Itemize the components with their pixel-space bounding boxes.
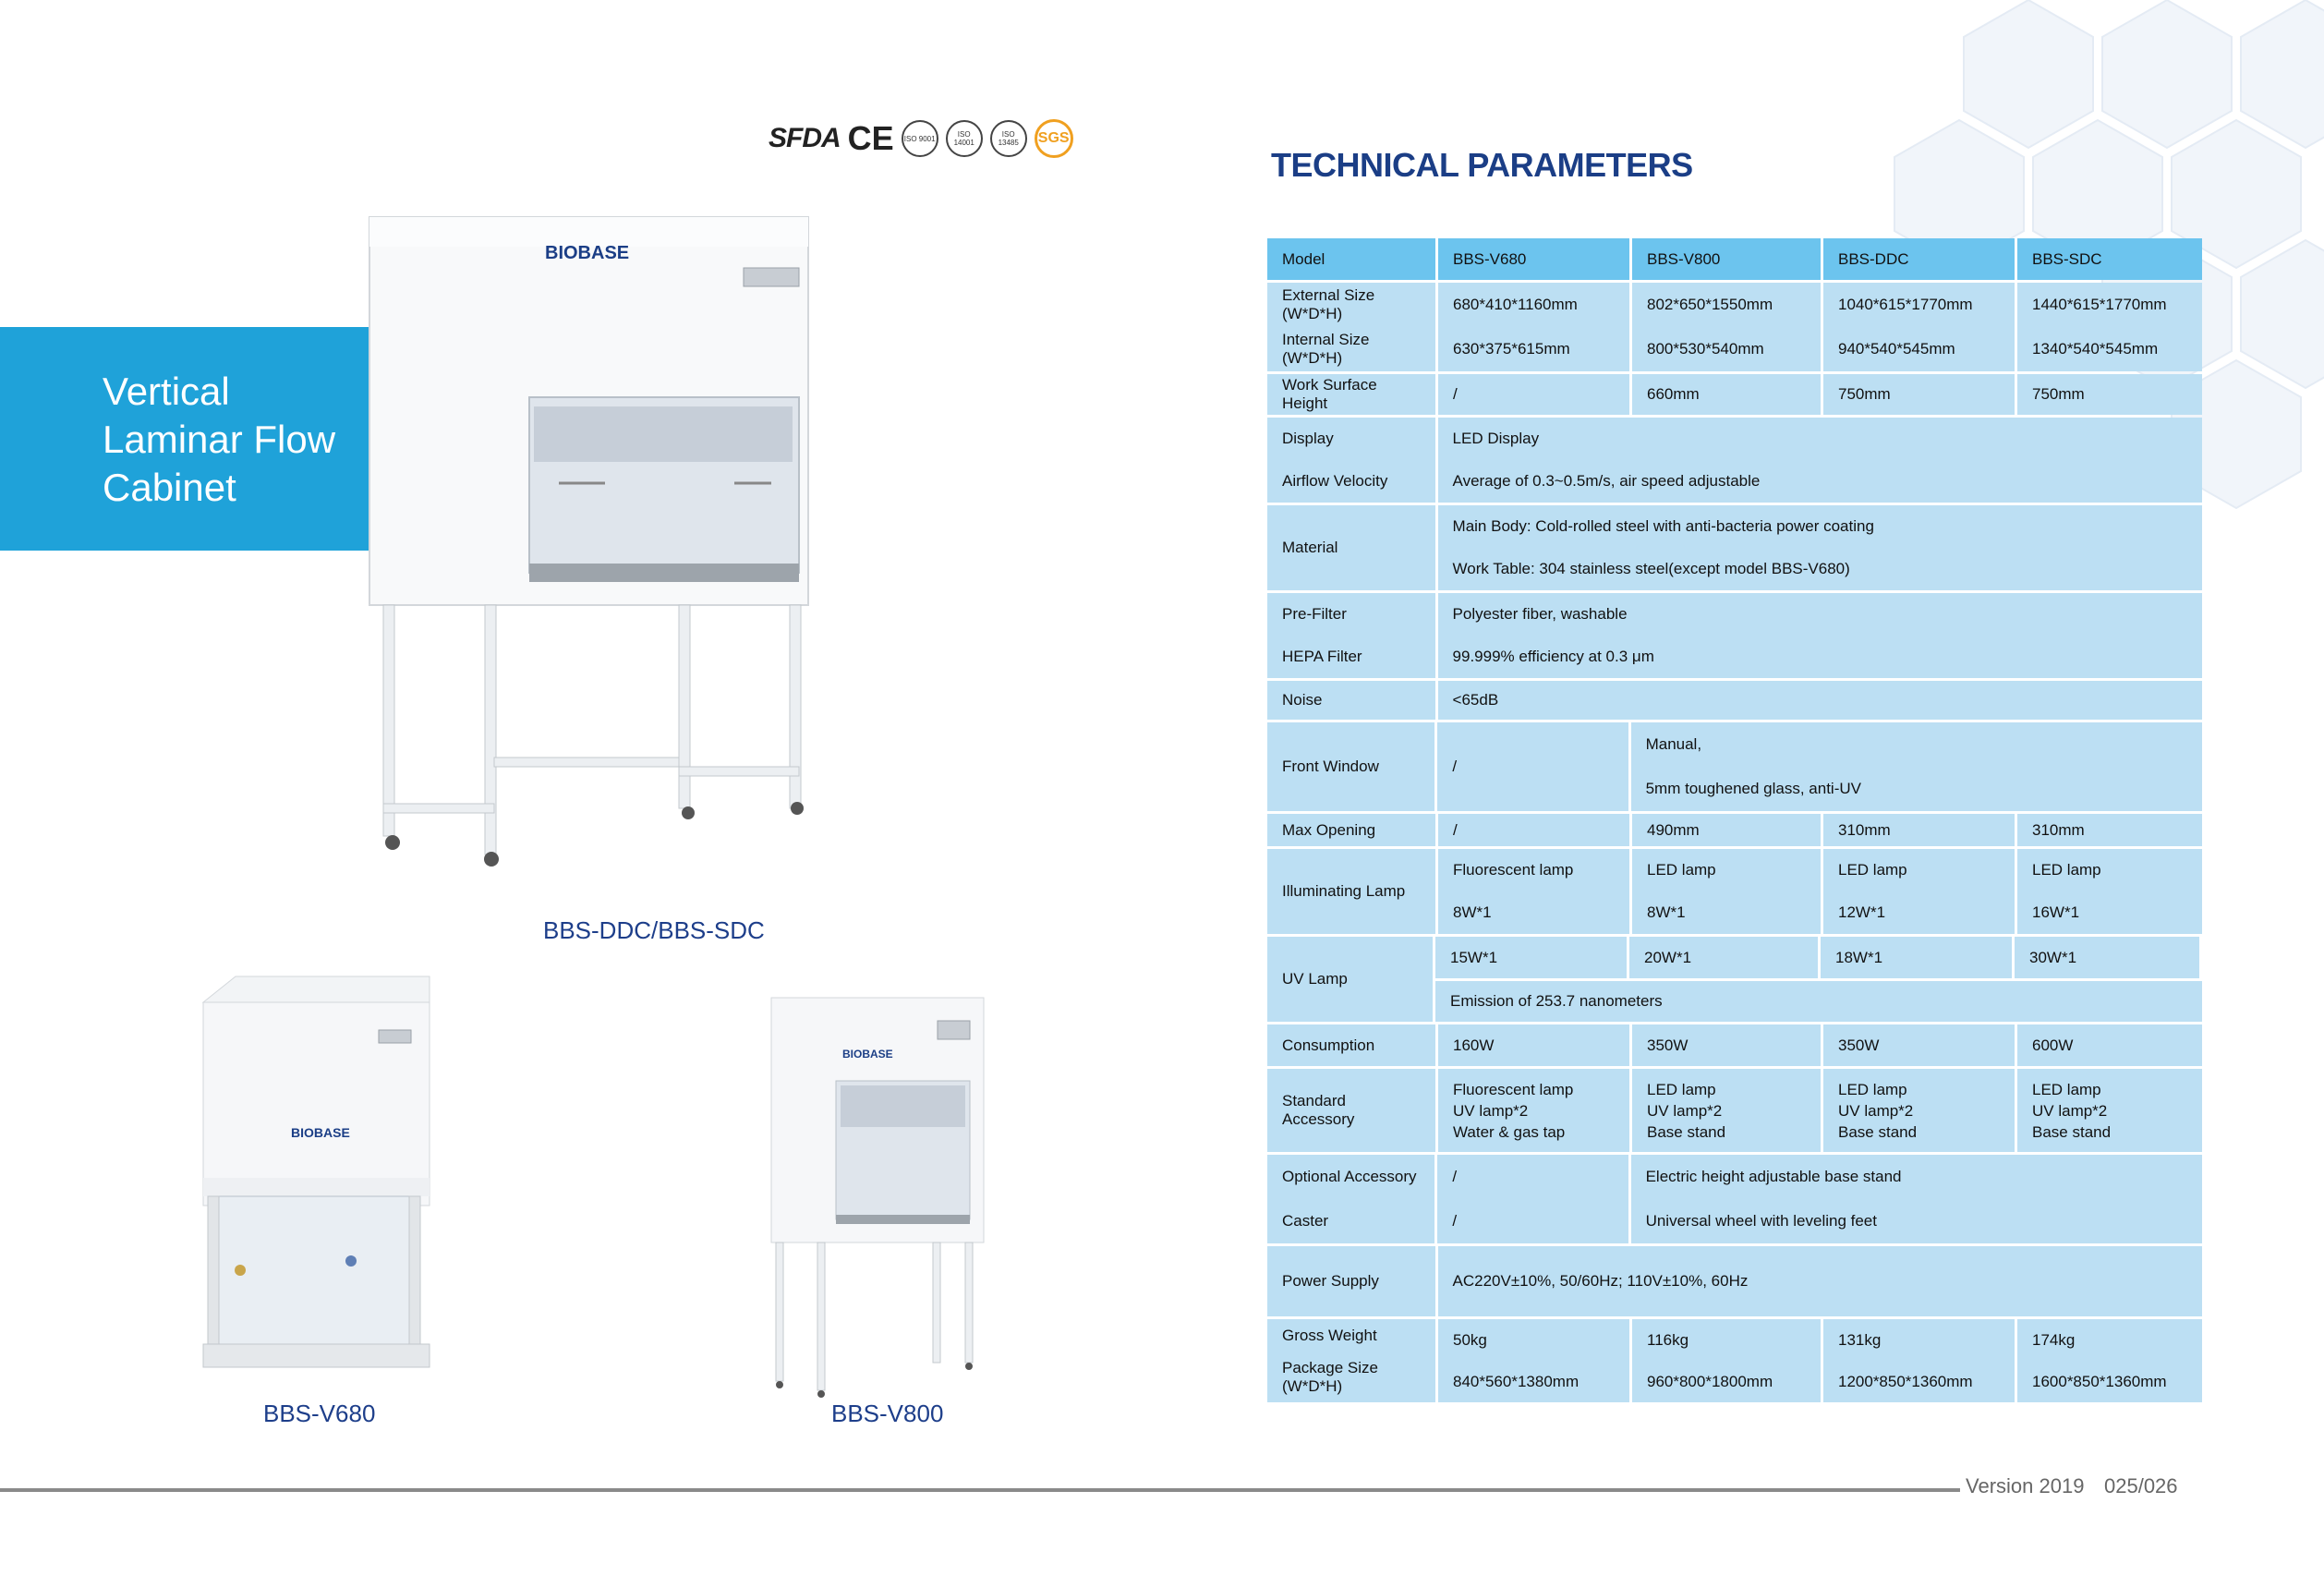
cell-value: Base stand — [1838, 1122, 1918, 1141]
cell-value: 310mm — [2017, 814, 2202, 846]
product-image-v800 — [767, 993, 988, 1400]
cell-value: 1200*850*1360mm — [1838, 1372, 1973, 1390]
table-row — [1267, 1069, 2202, 1152]
iso-13485-icon: ISO 13485 — [990, 120, 1027, 157]
row-label: Standard Accessory — [1267, 1069, 1435, 1152]
cell-value: Polyester fiber, washable — [1452, 605, 1628, 623]
row-label: Material — [1267, 505, 1435, 590]
row-label: Airflow Velocity — [1282, 472, 1388, 490]
iso-9001-icon: ISO 9001 — [902, 120, 938, 157]
table-row — [1267, 722, 2202, 811]
table-row — [1267, 681, 2202, 720]
cell-value: 18W*1 — [1821, 937, 2012, 978]
table-header-row — [1267, 238, 2202, 280]
cell-value: LED lamp — [1838, 861, 1907, 879]
table-cell — [1632, 1319, 1821, 1402]
cell-value: 1340*540*545mm — [2032, 340, 2159, 358]
row-label: Noise — [1267, 681, 1435, 720]
table-row — [1267, 283, 2202, 371]
cell-value: 1600*850*1360mm — [2032, 1372, 2167, 1390]
table-cell — [1823, 849, 2015, 934]
caption-v680: BBS-V680 — [263, 1400, 376, 1427]
banner-title: Vertical Laminar Flow Cabinet — [103, 370, 336, 509]
table-cell — [1823, 1319, 2015, 1402]
cell-value: Electric height adjustable base stand — [1645, 1168, 1902, 1185]
product-image-v680 — [199, 975, 439, 1381]
footer-divider — [0, 1488, 1960, 1492]
cell-value: Main Body: Cold-rolled steel with anti-bacteria power coating — [1452, 517, 1874, 535]
header-label: Model — [1267, 238, 1435, 280]
row-label: Package Size (W*D*H) — [1282, 1358, 1378, 1395]
table-cell — [2017, 1069, 2202, 1152]
brand-logo: BIOBASE — [842, 1048, 893, 1061]
cell-value: 174kg — [2032, 1330, 2076, 1349]
table-cell — [2017, 849, 2202, 934]
cell-value: / — [1452, 1168, 1458, 1185]
table-cell — [2017, 283, 2202, 371]
tech-parameters-title: TECHNICAL PARAMETERS — [1271, 146, 1693, 184]
table-row — [1267, 593, 2202, 678]
table-row — [1267, 374, 2202, 415]
table-cell — [1631, 722, 2202, 811]
table-row — [1267, 849, 2202, 934]
cell-value: / — [1452, 1212, 1458, 1230]
cell-value: 350W — [1632, 1024, 1821, 1066]
row-label: External Size (W*D*H) — [1282, 286, 1375, 322]
cell-value: 960*800*1800mm — [1647, 1372, 1773, 1390]
cell-value: 680*410*1160mm — [1453, 296, 1578, 313]
brand-logo: BIOBASE — [545, 243, 630, 263]
cell-value: 50kg — [1453, 1330, 1487, 1349]
cell-value: Average of 0.3~0.5m/s, air speed adjustable — [1452, 472, 1761, 490]
brand-logo: BIOBASE — [291, 1125, 350, 1140]
row-label — [1267, 418, 1435, 503]
footer-page-number: 025/026 — [2104, 1474, 2178, 1497]
cell-value: LED Display — [1452, 430, 1540, 447]
table-cell — [1823, 283, 2015, 371]
caption-v800: BBS-V800 — [831, 1400, 944, 1427]
row-label — [1267, 1155, 1434, 1243]
table-cell — [1632, 283, 1821, 371]
header-model: BBS-DDC — [1823, 238, 2015, 280]
row-label: Work Surface Height — [1267, 374, 1435, 415]
sgs-icon: SGS — [1035, 119, 1073, 158]
cell-value: 15W*1 — [1435, 937, 1627, 978]
cell-value: Work Table: 304 stainless steel(except model BBS-V680) — [1452, 560, 1850, 577]
cell-value: 1040*615*1770mm — [1838, 296, 1973, 313]
cell-value: <65dB — [1438, 681, 2202, 720]
cell-value: 310mm — [1823, 814, 2015, 846]
table-row — [1267, 937, 2202, 1022]
uv-cells — [1435, 937, 2202, 1022]
row-label: Max Opening — [1267, 814, 1435, 846]
table-row — [1267, 1319, 2202, 1402]
row-label — [1267, 1319, 1435, 1402]
cell-value: 16W*1 — [2032, 903, 2080, 921]
footer-version: Version 2019 — [1966, 1474, 2085, 1497]
cell-value: 8W*1 — [1647, 903, 1686, 921]
row-label: Caster — [1282, 1212, 1329, 1230]
row-label: Pre-Filter — [1282, 605, 1347, 623]
cell-value: 8W*1 — [1453, 903, 1492, 921]
uv-values-row — [1435, 937, 2202, 978]
cell-value: UV lamp*2 — [1838, 1101, 1914, 1120]
product-image-ddc-sdc — [365, 212, 817, 896]
cell-value: Manual, — [1645, 735, 1702, 753]
table-cell — [2017, 1319, 2202, 1402]
certification-logos — [769, 116, 1073, 161]
cell-value: Base stand — [1647, 1122, 1726, 1141]
cell-value: 600W — [2017, 1024, 2202, 1066]
cell-value: 660mm — [1632, 374, 1821, 415]
cell-value: 20W*1 — [1629, 937, 1818, 978]
row-label: Front Window — [1267, 722, 1434, 811]
cell-value: Fluorescent lamp — [1453, 1080, 1574, 1098]
table-cell — [1438, 1319, 1629, 1402]
sfda-logo: SFDA — [769, 123, 841, 153]
cell-value: UV lamp*2 — [1647, 1101, 1723, 1120]
table-cell — [1438, 1069, 1629, 1152]
cell-value: 750mm — [1823, 374, 2015, 415]
table-row — [1267, 1246, 2202, 1316]
table-cell — [1631, 1155, 2202, 1243]
row-label: Display — [1282, 430, 1334, 447]
cell-value: Fluorescent lamp — [1453, 861, 1574, 879]
spec-table — [1267, 238, 2202, 1405]
cell-value: Emission of 253.7 nanometers — [1435, 981, 2202, 1022]
cell-value: 800*530*540mm — [1647, 340, 1764, 358]
iso-14001-icon: ISO 14001 — [946, 120, 983, 157]
cell-value: 490mm — [1632, 814, 1821, 846]
table-cell — [1632, 1069, 1821, 1152]
cell-value: / — [1438, 374, 1629, 415]
cell-value: LED lamp — [2032, 1080, 2101, 1098]
cell-value: UV lamp*2 — [2032, 1101, 2108, 1120]
table-cell — [1438, 505, 2202, 590]
row-label: HEPA Filter — [1282, 648, 1362, 665]
cell-value: 30W*1 — [2015, 937, 2199, 978]
cell-value: 350W — [1823, 1024, 2015, 1066]
cell-value: Water & gas tap — [1453, 1122, 1566, 1141]
cell-value: UV lamp*2 — [1453, 1101, 1529, 1120]
ce-logo: CE — [847, 119, 894, 157]
cell-value: 160W — [1438, 1024, 1629, 1066]
table-cell — [1438, 593, 2202, 678]
cell-value: 750mm — [2017, 374, 2202, 415]
cell-value: LED lamp — [1647, 1080, 1716, 1098]
table-row — [1267, 418, 2202, 503]
cell-value: LED lamp — [1838, 1080, 1907, 1098]
cell-value: / — [1438, 814, 1629, 846]
table-row — [1267, 1024, 2202, 1066]
header-model: BBS-V800 — [1632, 238, 1821, 280]
cell-value: 630*375*615mm — [1453, 340, 1570, 358]
cell-value: / — [1437, 722, 1628, 811]
row-label: Power Supply — [1267, 1246, 1435, 1316]
cell-value: Base stand — [2032, 1122, 2112, 1141]
table-row — [1267, 1155, 2202, 1243]
header-model: BBS-V680 — [1438, 238, 1629, 280]
table-cell — [1823, 1069, 2015, 1152]
cell-value: 99.999% efficiency at 0.3 μm — [1452, 648, 1654, 665]
table-cell — [1438, 418, 2202, 503]
row-label: Internal Size (W*D*H) — [1282, 331, 1370, 367]
cell-value: AC220V±10%, 50/60Hz; 110V±10%, 60Hz — [1438, 1246, 2202, 1316]
cell-value: 116kg — [1647, 1330, 1689, 1349]
table-cell — [1438, 283, 1629, 371]
cell-value: 12W*1 — [1838, 903, 1886, 921]
cell-value: LED lamp — [1647, 861, 1716, 879]
row-label: UV Lamp — [1267, 937, 1433, 1022]
table-row — [1267, 505, 2202, 590]
table-cell — [1438, 849, 1629, 934]
row-label — [1267, 593, 1435, 678]
row-label: Illuminating Lamp — [1267, 849, 1435, 934]
row-label — [1267, 283, 1435, 371]
cell-value: Universal wheel with leveling feet — [1645, 1212, 1877, 1230]
table-row — [1267, 814, 2202, 846]
cell-value: LED lamp — [2032, 861, 2101, 879]
cell-value: 802*650*1550mm — [1647, 296, 1773, 313]
row-label: Optional Accessory — [1282, 1168, 1417, 1185]
row-label: Gross Weight — [1282, 1326, 1377, 1344]
title-banner — [0, 327, 371, 551]
row-label: Consumption — [1267, 1024, 1435, 1066]
table-cell — [1437, 1155, 1628, 1243]
cell-value: 1440*615*1770mm — [2032, 296, 2167, 313]
caption-ddc-sdc: BBS-DDC/BBS-SDC — [543, 916, 765, 944]
cell-value: 131kg — [1838, 1330, 1882, 1349]
cell-value: 940*540*545mm — [1838, 340, 1955, 358]
cell-value: 840*560*1380mm — [1453, 1372, 1580, 1390]
header-model: BBS-SDC — [2017, 238, 2202, 280]
table-cell — [1632, 849, 1821, 934]
cell-value: 5mm toughened glass, anti-UV — [1645, 780, 1861, 797]
